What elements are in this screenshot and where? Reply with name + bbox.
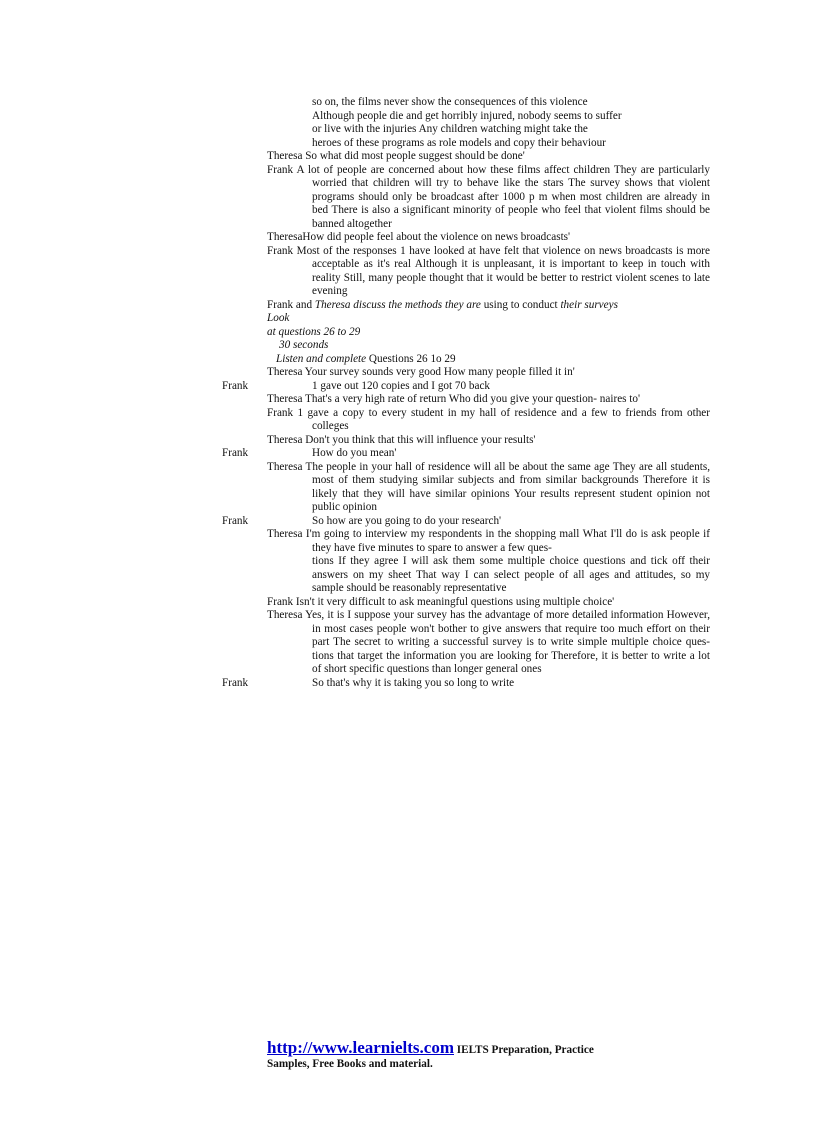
transcript [222, 96, 711, 690]
dialogue-line [222, 379, 710, 394]
dialogue-text: So how are you going to do your research' [312, 514, 502, 527]
dialogue-text: That's a very high rate of return Who did you give your question- naires to' [305, 393, 641, 405]
transcript-line: Although people die and get horribly injured, nobody seems to suffer [312, 109, 622, 122]
dialogue-line [222, 514, 710, 529]
instruction-line: at questions 26 to 29 [267, 325, 361, 338]
dialogue-line [267, 609, 710, 677]
dialogue-text: Your survey sounds very good How many people filled it in' [304, 366, 575, 378]
speaker-name: Theresa [267, 150, 303, 162]
instruction-italic: Theresa discuss the methods they are [314, 298, 481, 311]
section-instruction [267, 299, 710, 313]
dialogue-line [267, 231, 710, 245]
speaker-name: Theresa [267, 393, 303, 405]
speaker-name: Frank [222, 447, 249, 459]
speaker-name: Theresa [267, 366, 303, 378]
speaker-name: Theresa [267, 609, 303, 621]
dialogue-text: So what did most people suggest should be done' [305, 150, 525, 162]
speaker-name: Frank [222, 379, 249, 392]
dialogue-text: Most of the responses 1 have looked at have felt that violence on news broadcasts is more acceptable as it's real Although it is unpleasant, it is important to keep in touch with reality Still, many people thought that it would be better to restrict violent scenes to late evening [296, 244, 710, 297]
dialogue-line [222, 676, 710, 691]
speaker-name: Theresa [267, 460, 303, 473]
dialogue-text: 1 gave a copy to every student in my hall of residence and a few to friends from other colleges [297, 406, 711, 432]
speaker-name: Frank [222, 514, 249, 527]
transcript-line: tions If they agree I will ask them some multiple choice questions and tick off their answers on my sheet That way I can select people of all ages and attitudes, so my sample should be reasonably representative [312, 555, 710, 594]
dialogue-text: I'm going to interview my respondents in the shopping mall What I'll do is ask people if they have five minutes to spare to answer a few ques- [305, 528, 710, 554]
page-footer [267, 1038, 697, 1071]
dialogue-line [267, 150, 710, 164]
dialogue-line [267, 596, 710, 610]
instruction-line: Look [267, 312, 290, 324]
dialogue-line [222, 447, 710, 461]
speaker-name: Frank [267, 406, 294, 419]
footer-text: IELTS Preparation, Practice [456, 1044, 594, 1056]
speaker-name: Frank [222, 676, 249, 689]
dialogue-text: A lot of people are concerned about how these films affect children They are particularly worried that children will try to behave like the stars The survey shows that violent programs should only be broadcast after 1000 p m when most children are already in bed There is also a significant minority of people who feel that violent films should be banned altogether [296, 163, 710, 230]
dialogue-line [267, 393, 710, 407]
dialogue-text: Yes, it is I suppose your survey has the advantage of more detailed information However, in most cases people won't bother to give answers that require too much effort on their part The secret to writing a successful survey is to write simple multiple choice ques- tions that target the information you are looking for Therefore, it is better to write a lot of short specific questions than longer general ones [305, 609, 710, 675]
instruction-text: Frank and [267, 298, 315, 311]
instruction-italic: their surveys [560, 298, 618, 311]
dialogue-line [267, 164, 710, 232]
speaker-name: Frank [267, 244, 294, 257]
speaker-name: Theresa [267, 433, 303, 446]
speaker-name: Frank [267, 595, 294, 608]
dialogue-line [267, 407, 710, 434]
dialogue-text: Don't you think that this will influence your results' [305, 433, 536, 446]
footer-text: Samples, Free Books and material. [267, 1058, 433, 1070]
instruction-text: Questions 26 1o 29 [366, 352, 456, 365]
footer-link[interactable]: http://www.learnielts.com [267, 1038, 454, 1057]
dialogue-line [267, 366, 710, 380]
speaker-name: Theresa [267, 528, 303, 540]
dialogue-text: The people in your hall of residence will all be about the same age They are all students, most of them studying similar subjects and from similar backgrounds Therefore it is likely that they will have similar opinions Your results represent student opinion not public opinion [305, 460, 710, 513]
transcript-line: heroes of these programs as role models and copy their behaviour [312, 136, 606, 149]
instruction-line [267, 353, 710, 367]
dialogue-text: How did people feel about the violence on news broadcasts' [302, 231, 571, 243]
dialogue-text: How do you mean' [312, 447, 397, 459]
dialogue-line [267, 528, 710, 555]
dialogue-line [267, 434, 710, 448]
instruction-line: 30 seconds [279, 339, 329, 351]
speaker-name: Theresa [267, 231, 303, 243]
dialogue-text: So that's why it is taking you so long to write [312, 676, 515, 689]
instruction-italic: Listen and complete [276, 352, 367, 365]
transcript-line: so on, the films never show the consequences of this violence [312, 96, 588, 108]
dialogue-text: Isn't it very difficult to ask meaningful questions using multiple choice' [295, 595, 615, 608]
transcript-line: or live with the injuries Any children watching might take the [312, 123, 588, 135]
dialogue-text: 1 gave out 120 copies and I got 70 back [312, 379, 491, 392]
instruction-text: using to conduct [480, 298, 561, 311]
speaker-name: Frank [267, 163, 294, 176]
dialogue-line [267, 245, 710, 299]
dialogue-line [267, 461, 710, 515]
